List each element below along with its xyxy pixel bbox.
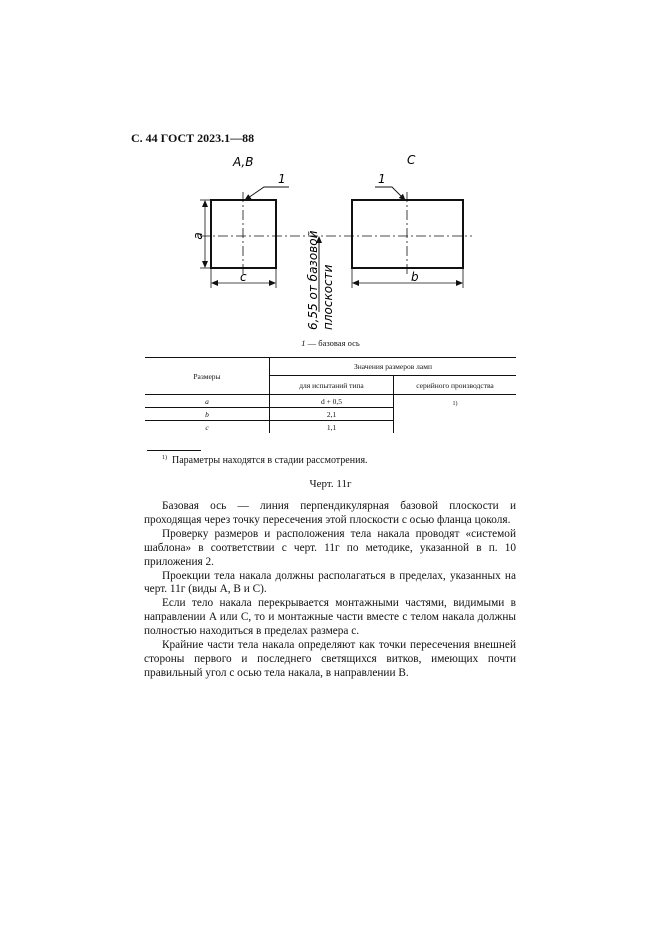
base-plane-text-2: плоскости: [321, 264, 335, 330]
body-text: [144, 500, 516, 681]
dimensions-table: [145, 357, 516, 433]
figure-legend: 1 — базовая ось: [301, 338, 360, 348]
header-type: для испытаний типа: [270, 376, 394, 395]
paragraph: Крайние части тела накала определяют как точки пересечения внешней стороны первого и последнего светящихся витков, имеющих почти правильный угол с осью тела накала, в направлении B.: [144, 639, 516, 679]
callout-left-number: 1: [278, 172, 286, 186]
view-ab-box: [211, 200, 276, 268]
view-ab-label: A,B: [233, 155, 254, 169]
callout-right-leader: [375, 187, 405, 200]
callout-right-number: 1: [378, 172, 386, 186]
dimension-b-label: b: [411, 270, 419, 284]
paragraph: Проверку размеров и расположения тела накала проводят «системой шаблона» в соответствии с черт. 11г по методике, указанной в п. 10 приложения 2.: [144, 527, 516, 568]
paragraph: Если тело накала перекрывается монтажными частями, видимыми в направлении A или C, то и монтажные части вместе с телом накала должны полностью находиться в пределах размера c.: [144, 597, 516, 638]
table-row: c 1,1: [145, 421, 516, 434]
filament-diagram: [0, 0, 661, 340]
view-c-label: C: [407, 153, 416, 167]
paragraph: Проекции тела накала должны располагаться в пределах, указанных на черт. 11г (виды A, B и C).: [144, 569, 516, 596]
table-row: a d + 0,5 1): [145, 395, 516, 408]
row-a-type-value: d + 0,5: [320, 396, 343, 406]
table-row: b 2,1: [145, 408, 516, 421]
figure-caption: Черт. 11г: [309, 478, 352, 490]
dimension-a-label: a: [191, 232, 205, 240]
view-c-box: [352, 200, 463, 268]
serial-note: 1): [452, 401, 458, 407]
header-serial: серийного производства: [394, 376, 517, 395]
callout-left-leader: [245, 187, 289, 200]
footnote-divider: [147, 450, 201, 451]
base-plane-text-1: 6,55 от базовой: [306, 230, 320, 330]
footnote: $^{1)}$ Параметры находятся в стадии рассмотрения.: [162, 455, 368, 466]
paragraph: Базовая ось — линия перпендикулярная базовой плоскости и проходящая через точку пересечения этой плоскости с осью фланца цоколя.: [144, 500, 516, 526]
header-sizes: Размеры: [145, 358, 270, 395]
page-header: С. 44 ГОСТ 2023.1—88: [131, 131, 255, 145]
header-values: Значения размеров ламп: [270, 358, 517, 376]
dimension-c-label: c: [240, 270, 247, 284]
